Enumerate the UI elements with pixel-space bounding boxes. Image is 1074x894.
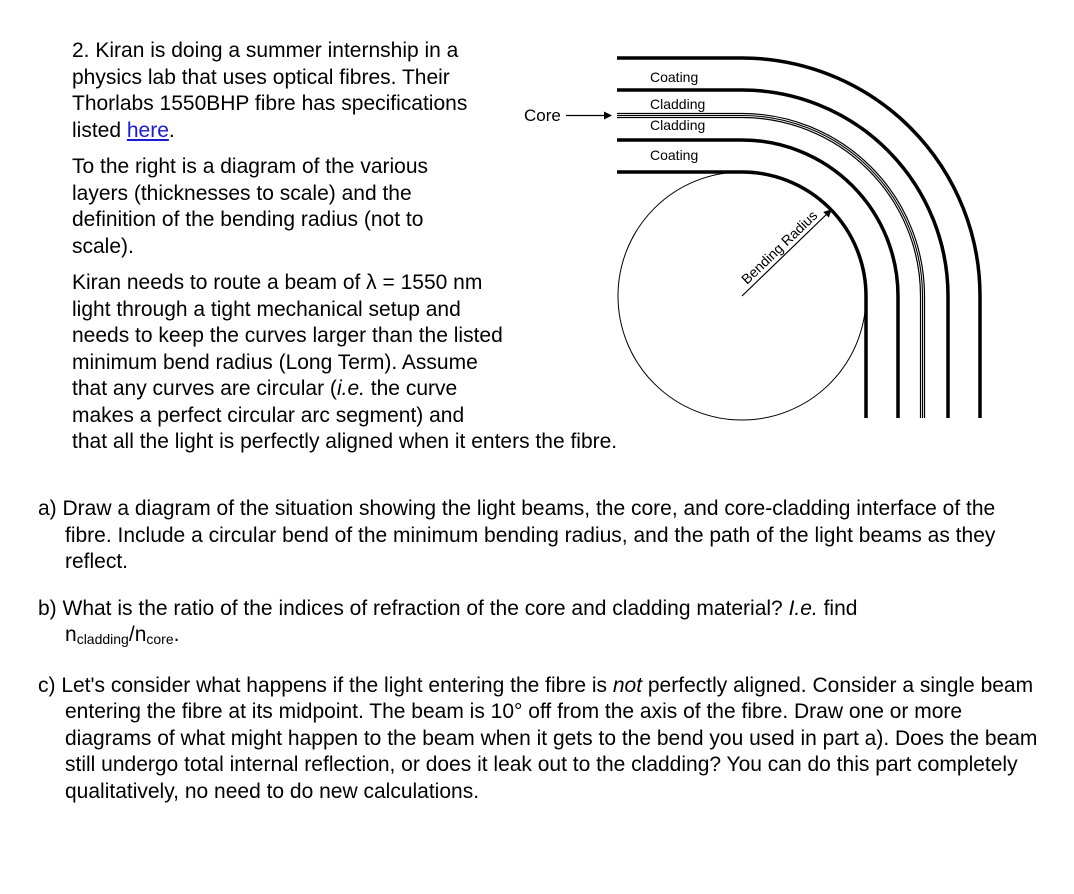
n-cladding-symbol: n [65,623,77,646]
question-b-find: find [817,596,858,620]
intro-p3-ie: i.e. [336,377,365,400]
question-b [38,596,1038,653]
coating-label-bottom: Coating [650,147,699,163]
bending-radius-label: Bending Radius [738,207,821,288]
bending-radius-arrow [742,210,831,296]
question-b-ie: I.e. [788,596,818,620]
intro-period: . [168,118,175,142]
question-a: a) Draw a diagram of the situation showing the light beams, the core, and core-cladding interface of the fibre. Include a circular bend of the minimum bending radius, and the path of the light beams as they reflect. [38,497,996,573]
question-c [38,673,1038,806]
question-b-period: . [173,623,180,646]
intro-p3-text: Kiran needs to route a beam of λ = 1550 nm light through a tight mechanical setup and needs to keep the curves larger than the listed minimum bend radius (Long Term). Assume that any curves are circular ( [72,271,503,400]
questions-section [38,496,1038,805]
core-subscript: core [146,631,174,647]
question-b-text: b) What is the ratio of the indices of refraction of the core and cladding material? [38,596,789,620]
coating-label-top: Coating [650,69,699,85]
cladding-label-bottom: Cladding [650,117,706,133]
intro-p3-text-2: the curve makes a perfect circular arc segment) and [72,377,465,427]
intro-text: 2. Kiran is doing a summer internship in a physics lab that uses optical fibres. Their Thorlabs 1550BHP fibre has specifications listed [72,39,468,142]
specs-link[interactable]: here [126,118,169,142]
n-core-symbol: n [134,623,147,646]
intro-paragraph-2: To the right is a diagram of the various layers (thicknesses to scale) and the definition of the bending radius (not to scale). [72,155,429,258]
cladding-label-top: Cladding [650,96,706,112]
question-c-text-2: perfectly aligned. Consider a single beam entering the fibre at its midpoint. The beam is 10° off from the axis of the fibre. Draw one or more diagrams of what might happen to the beam when it gets to the bend you used in part a). Does the beam still undergo total internal reflection, or does it leak out to the cladding? You can do this part completely qualitatively, no need to do new calculations. [65,673,1038,803]
question-c-text: c) Let's consider what happens if the light entering the fibre is [38,673,613,697]
question-c-not: not [612,673,643,697]
intro-p3-last-line: that all the light is perfectly aligned when it enters the fibre. [72,430,618,453]
core-label: Core [524,106,561,125]
ratio-slash: / [128,623,135,646]
cladding-subscript: cladding [76,631,129,647]
